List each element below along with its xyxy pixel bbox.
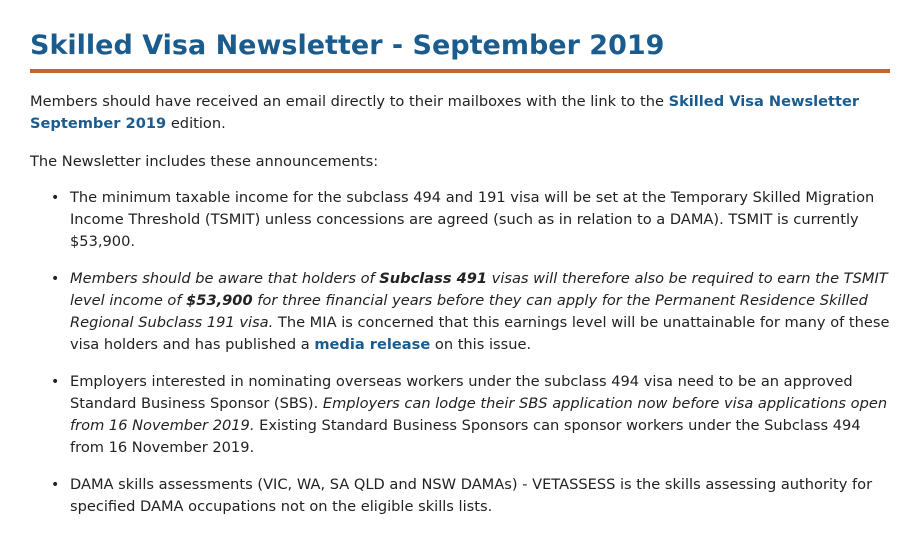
item-emphasis: Subclass 491 — [379, 270, 488, 287]
announcement-list — [30, 187, 897, 518]
item-italic-text: Employers can lodge their SBS application now before visa applications open from 16 November 2019. — [70, 395, 888, 434]
list-item — [30, 474, 890, 518]
newsletter-link[interactable]: Skilled Visa Newsletter September 2019 — [30, 93, 860, 132]
intro-paragraph — [30, 91, 890, 135]
item-italic-text: for three financial years before they can apply for the Permanent Residence Skilled Regional Subclass 191 visa. — [70, 292, 868, 331]
media-release-link[interactable]: media release — [314, 336, 431, 353]
item-emphasis: $53,900 — [186, 292, 253, 309]
item-text: The minimum taxable income for the subclass 494 and 191 visa will be set at the Temporary Skilled Migration Income Threshold (TSMIT) unless concessions are agreed (such as in relation to a DAMA). TSMIT is currently $53,900. — [70, 189, 875, 250]
bullet-icon: • — [51, 477, 60, 493]
list-item — [30, 371, 890, 459]
bullet-icon: • — [51, 374, 60, 390]
intro-text-after: edition. — [166, 115, 226, 132]
bullet-icon: • — [51, 271, 60, 287]
intro-text-before: Members should have received an email directly to their mailboxes with the link to the — [30, 93, 669, 110]
list-item — [30, 187, 890, 253]
item-italic-text: visas will therefore also be required to earn the TSMIT level income of — [70, 270, 888, 309]
item-text: on this issue. — [430, 336, 532, 353]
item-text: Existing Standard Business Sponsors can sponsor workers under the Subclass 494 from 16 November 2019. — [70, 417, 861, 456]
page-title: Skilled Visa Newsletter - September 2019 — [30, 30, 665, 61]
item-text: DAMA skills assessments (VIC, WA, SA QLD and NSW DAMAs) - VETASSESS is the skills assessing authority for specified DAMA occupations not on the eligible skills lists. — [70, 476, 873, 515]
item-text: The MIA is concerned that this earnings level will be unattainable for many of these visa holders and has published a — [70, 314, 890, 353]
list-item — [30, 268, 890, 356]
title-divider — [30, 69, 890, 73]
bullet-icon: • — [51, 190, 60, 206]
announcements-heading: The Newsletter includes these announcements: — [30, 153, 379, 170]
item-text: Employers interested in nominating overseas workers under the subclass 494 visa need to be an approved Standard Business Sponsor (SBS). — [70, 373, 853, 412]
item-italic-text: Members should be aware that holders of — [70, 270, 380, 287]
